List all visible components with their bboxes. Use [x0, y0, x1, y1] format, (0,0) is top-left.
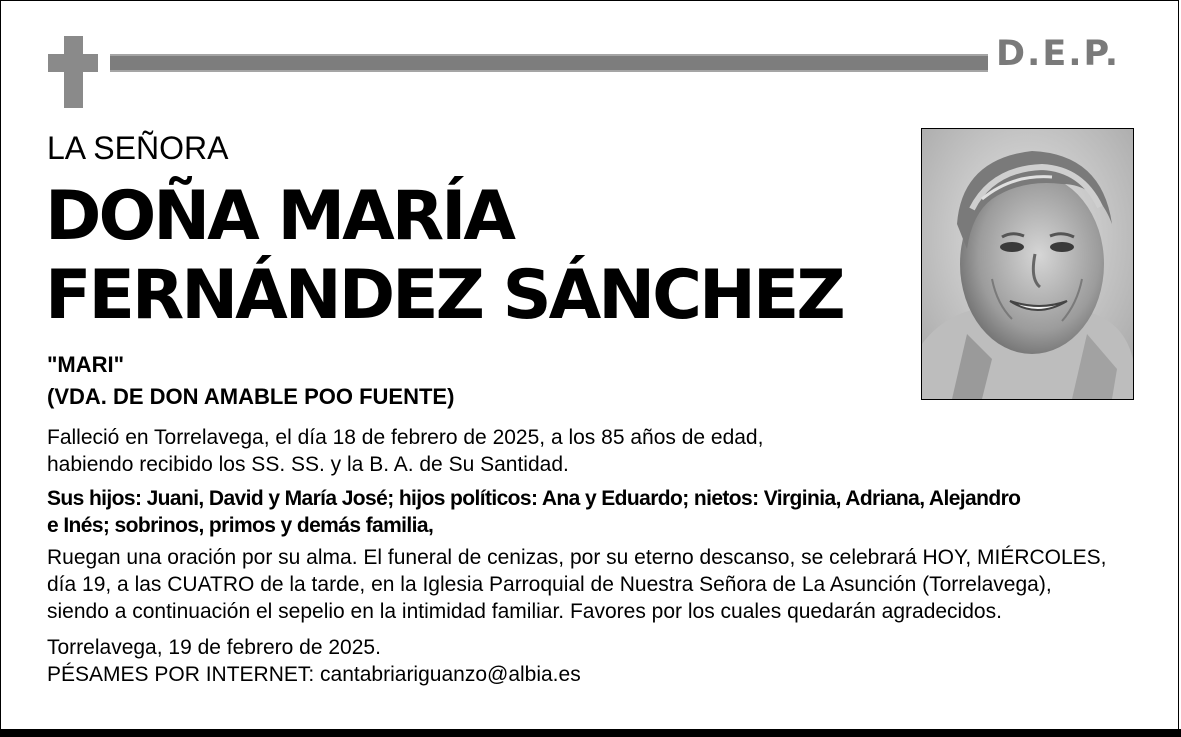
- bottom-rule: [0, 729, 1181, 737]
- nickname: "MARI": [47, 352, 125, 377]
- title-prefix: LA SEÑORA: [47, 130, 229, 166]
- funeral-notice: [47, 544, 1137, 625]
- condolences-email: PÉSAMES POR INTERNET: cantabriariguanzo@albia.es: [47, 663, 581, 686]
- deceased-name-line-1: DOÑA MARÍA: [45, 177, 514, 256]
- family-line: e Inés; sobrinos, primos y demás familia,: [47, 514, 434, 537]
- widow-of: (VDA. DE DON AMABLE POO FUENTE): [47, 384, 455, 409]
- family-line: Sus hijos: Juani, David y María José; hijos políticos: Ana y Eduardo; nietos: Virginia, Adriana, Alejandro: [47, 487, 1021, 510]
- family-list: [47, 485, 1137, 539]
- death-notice-line: habiendo recibido los SS. SS. y la B. A. de Su Santidad.: [47, 453, 569, 476]
- portrait-image: [922, 129, 1133, 399]
- death-notice: [47, 424, 1137, 478]
- funeral-line: día 19, a las CUATRO de la tarde, en la Iglesia Parroquial de Nuestra Señora de La Asunción (Torrelavega),: [47, 573, 1052, 596]
- dep-label: D.E.P.: [996, 34, 1121, 74]
- funeral-line: siendo a continuación el sepelio en la intimidad familiar. Favores por los cuales quedarán agradecidos.: [47, 600, 1002, 623]
- place-date: Torrelavega, 19 de febrero de 2025.: [47, 636, 381, 659]
- cross-icon: [64, 36, 83, 108]
- cross-icon-arm: [48, 54, 98, 72]
- footer: [47, 634, 1137, 688]
- funeral-line: Ruegan una oración por su alma. El funeral de cenizas, por su eterno descanso, se celebrará HOY, MIÉRCOLES,: [47, 546, 1107, 569]
- portrait-photo: [921, 128, 1134, 400]
- deceased-name-line-2: FERNÁNDEZ SÁNCHEZ: [45, 256, 843, 335]
- death-notice-line: Falleció en Torrelavega, el día 18 de febrero de 2025, a los 85 años de edad,: [47, 426, 764, 449]
- header-rule: [110, 54, 988, 72]
